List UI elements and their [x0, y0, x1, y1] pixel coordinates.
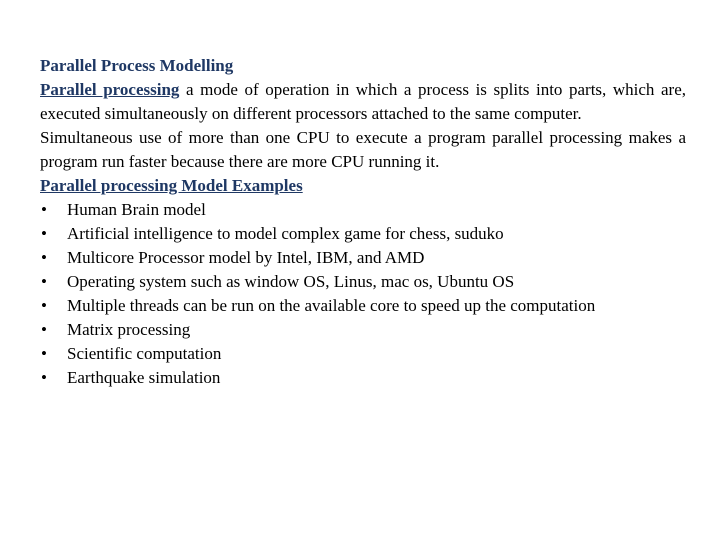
bullet-icon: • [41, 272, 47, 291]
list-item [40, 342, 686, 366]
list-item [40, 366, 686, 390]
simultaneous-paragraph: Simultaneous use of more than one CPU to execute a program parallel processing makes a program run faster because there are more CPU running it. [40, 128, 686, 171]
bullet-icon: • [41, 344, 47, 363]
list-item-text: Operating system such as window OS, Linus, mac os, Ubuntu OS [67, 272, 515, 291]
bullet-icon: • [41, 248, 47, 267]
list-item-text: Multiple threads can be run on the available core to speed up the computation [67, 296, 596, 315]
list-item-text: Multicore Processor model by Intel, IBM, and AMD [67, 248, 425, 267]
bullet-icon: • [41, 368, 47, 387]
slide-title: Parallel Process Modelling [40, 56, 234, 75]
list-item [40, 246, 686, 270]
bullet-icon: • [41, 200, 47, 219]
definition-paragraph [40, 78, 686, 126]
list-item-text: Earthquake simulation [67, 368, 221, 387]
examples-heading: Parallel processing Model Examples [40, 176, 303, 195]
list-item-text: Artificial intelligence to model complex game for chess, suduko [67, 224, 504, 243]
bullet-icon: • [41, 296, 47, 315]
examples-list [40, 198, 686, 390]
list-item [40, 270, 686, 294]
bullet-icon: • [41, 320, 47, 339]
definition-text: a mode of operation in which a process is splits into parts, which are, executed simultaneously on different processors attached to the same computer. [40, 80, 687, 123]
list-item [40, 198, 686, 222]
list-item [40, 222, 686, 246]
list-item [40, 318, 686, 342]
list-item-text: Matrix processing [67, 320, 191, 339]
list-item [40, 294, 686, 318]
bullet-icon: • [41, 224, 47, 243]
list-item-text: Scientific computation [67, 344, 222, 363]
list-item-text: Human Brain model [67, 200, 206, 219]
definition-term: Parallel processing [40, 80, 180, 99]
slide-content [40, 54, 686, 390]
